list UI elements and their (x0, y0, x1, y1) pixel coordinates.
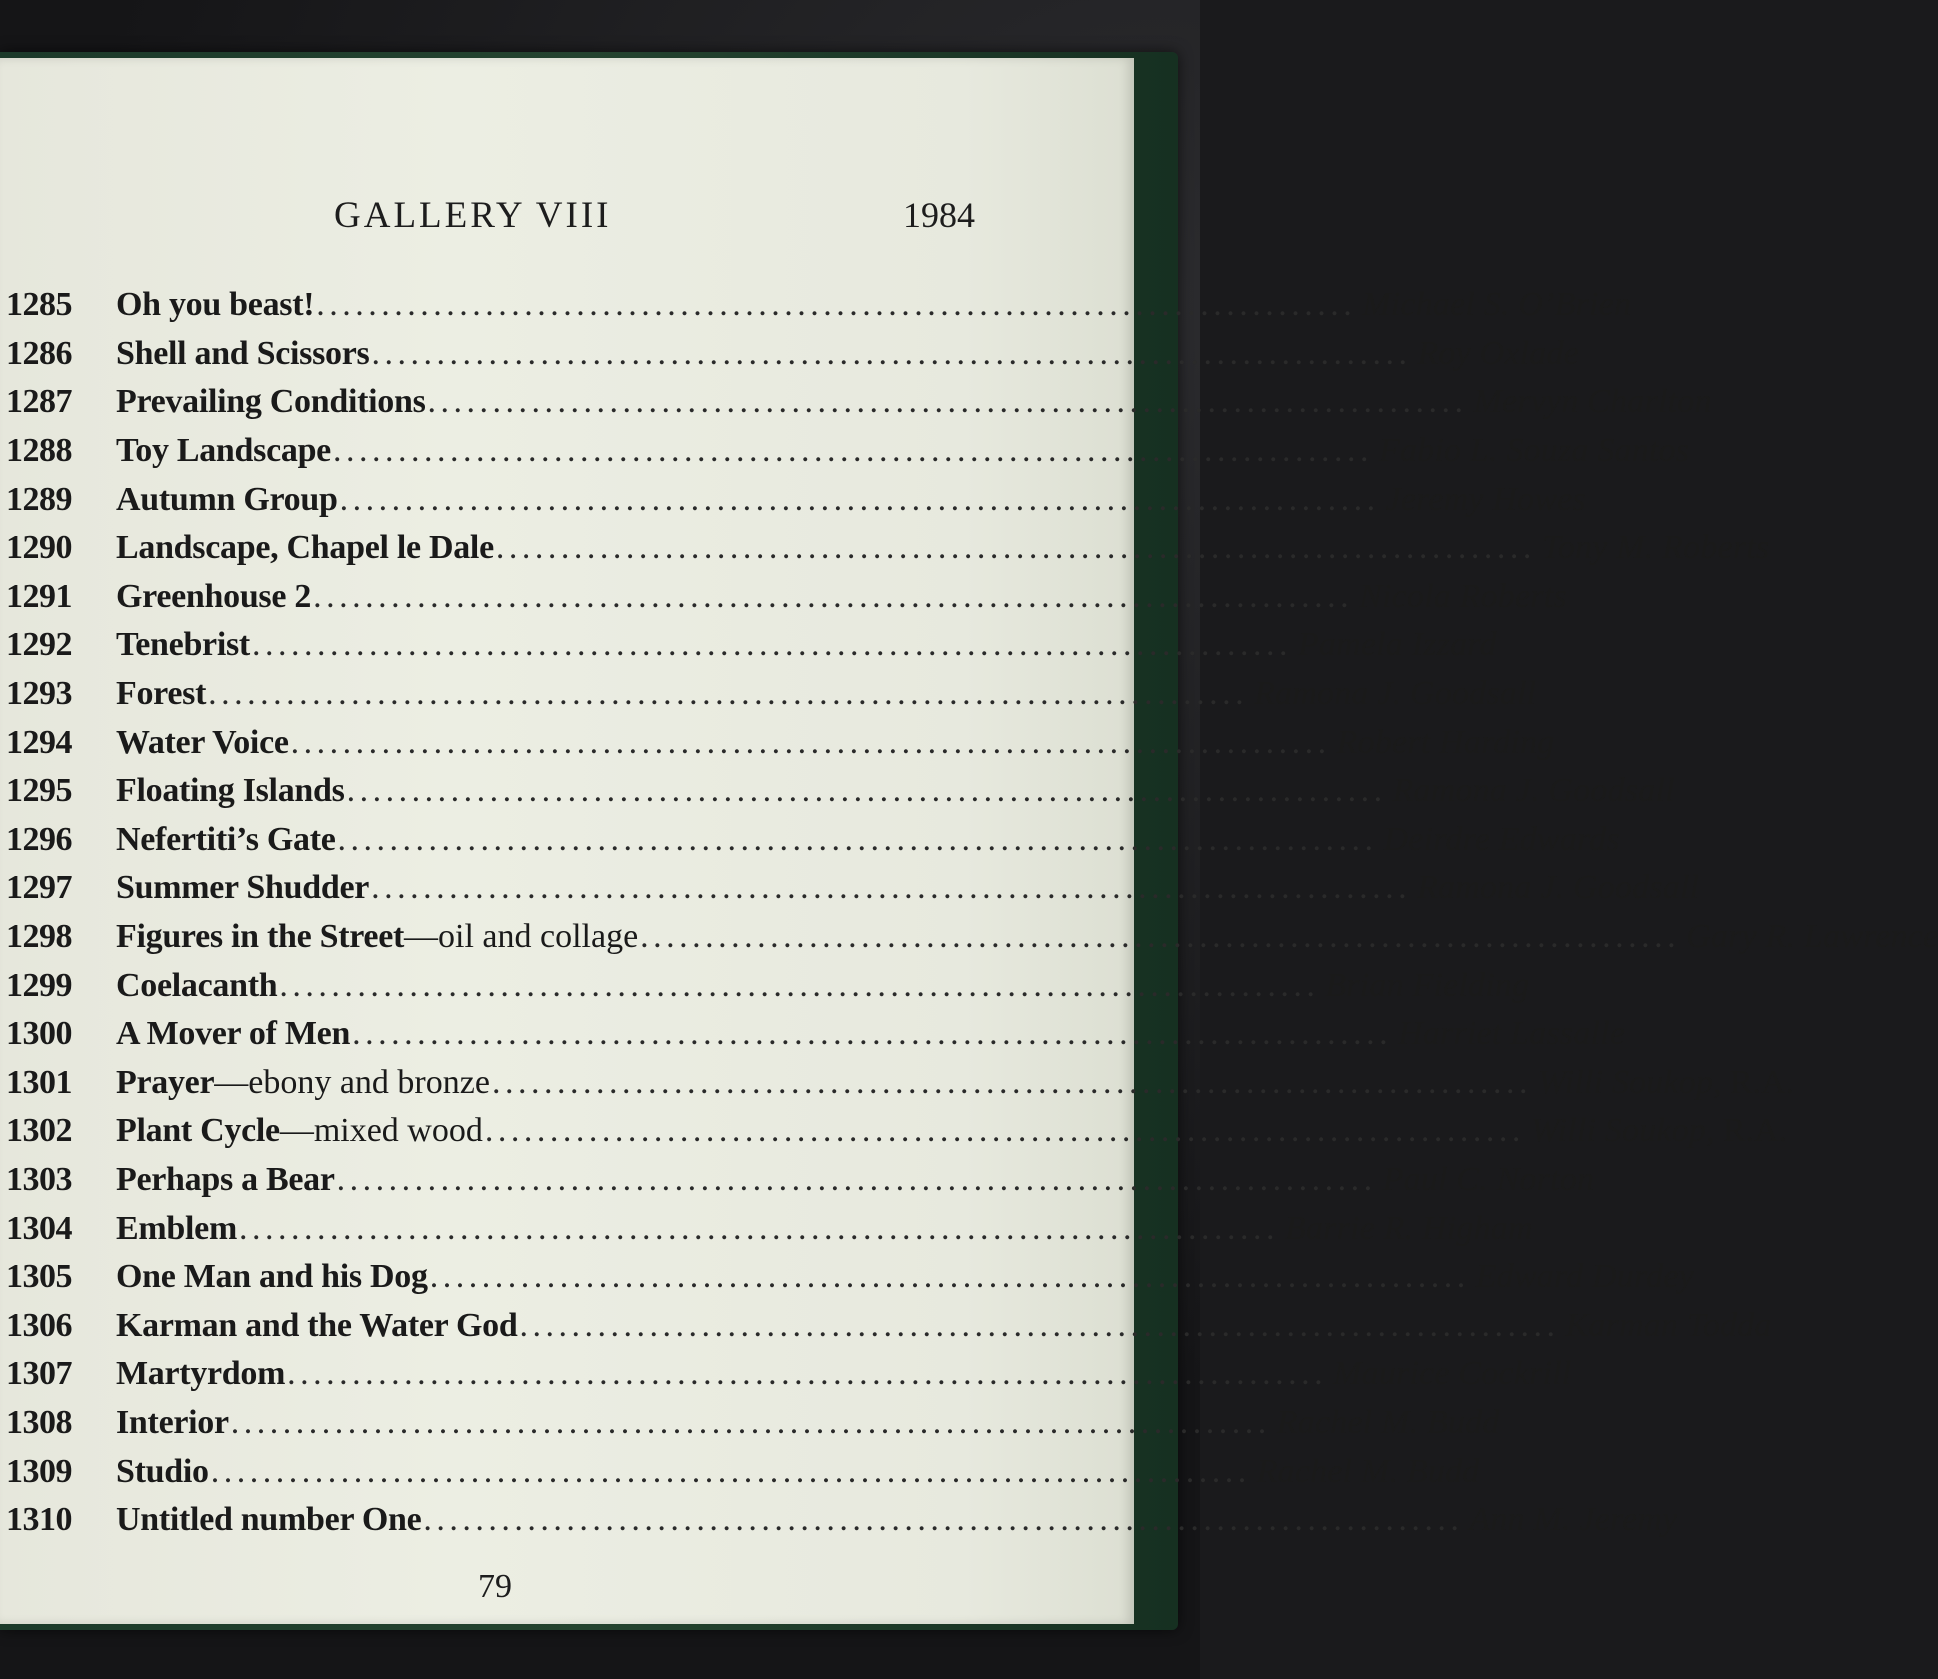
catalogue-entry (0, 1350, 1572, 1399)
dot-leader: ................................................................................ (336, 1160, 1377, 1198)
entry-body (116, 967, 1529, 1005)
dot-leader: ................................................................................ (313, 577, 1354, 615)
artwork-title: Karman and the Water God (116, 1306, 518, 1344)
catalogue-entry (0, 1204, 1533, 1253)
dot-leader: ................................................................................ (427, 383, 1468, 421)
dot-leader: ................................................................................ (339, 480, 1380, 518)
entry-list (0, 281, 1938, 1544)
artist-name: Rachel M. Budd (1276, 1403, 1500, 1441)
dot-leader: ................................................................................ (640, 918, 1681, 956)
artist-name: Fabio L. Souza Santos (1378, 432, 1690, 470)
artwork-title: Oh you beast! (116, 286, 315, 324)
catalogue-entry (0, 378, 1712, 427)
artwork-title: Greenhouse 2 (116, 577, 312, 615)
entry-body (116, 918, 1938, 956)
artist-name: Ramona J. Goodsall (1254, 675, 1537, 713)
entry-number: 1290 (6, 529, 72, 567)
artwork-title: Interior (116, 1403, 229, 1441)
artwork-title: Prevailing Conditions (116, 383, 426, 421)
catalogue-entry (0, 1010, 1626, 1059)
entry-number: 1302 (6, 1112, 72, 1150)
dot-leader: ................................................................................ (337, 820, 1378, 858)
dot-leader: ................................................................................ (429, 1258, 1470, 1296)
entry-number: 1292 (6, 626, 72, 664)
dot-leader: ................................................................................ (208, 675, 1249, 713)
artwork-title: Emblem (116, 1209, 237, 1247)
artist-name: Ramona J. Goodsall (1392, 772, 1675, 810)
entry-number: 1300 (6, 1015, 72, 1053)
entry-number: 1298 (6, 918, 72, 956)
entry-body (116, 675, 1536, 713)
catalogue-entry (0, 864, 1700, 913)
entry-body (116, 383, 1712, 421)
dot-leader: ................................................................................ (279, 966, 1320, 1004)
dot-leader: ................................................................................ (371, 334, 1412, 372)
catalogue-entry (0, 621, 1497, 670)
artwork-title: Forest (116, 675, 207, 713)
artwork-title: Autumn Group (116, 480, 338, 518)
artwork-title: Prayer (116, 1063, 215, 1101)
dot-leader: ................................................................................ (352, 1015, 1393, 1053)
catalogue-entry (0, 816, 1620, 865)
entry-number: 1286 (6, 334, 72, 372)
entry-body (116, 1064, 1794, 1102)
artist-honour: R.A. (1729, 1063, 1795, 1101)
catalogue-entry (0, 1447, 1480, 1496)
entry-number: 1291 (6, 577, 72, 615)
catalogue-entry (0, 1059, 1795, 1108)
entry-body (116, 869, 1699, 907)
dot-leader: ................................................................................ (519, 1306, 1560, 1344)
entry-number: 1287 (6, 383, 72, 421)
artwork-medium: —mixed wood (279, 1112, 483, 1150)
catalogue-entry (0, 913, 1938, 962)
dot-leader: ................................................................................ (210, 1452, 1251, 1490)
catalogue-entry (0, 281, 1632, 330)
artist-name: Willi Soukop, (1537, 1063, 1722, 1101)
entry-body (116, 432, 1689, 470)
artist-name: Paul C. Norton (1382, 1160, 1595, 1198)
artwork-title: Martyrdom (116, 1355, 286, 1393)
entry-body (116, 529, 1769, 567)
artwork-title: Nefertiti’s Gate (116, 820, 336, 858)
artist-name: Mervyn Charlton (1473, 383, 1712, 421)
entry-number: 1308 (6, 1403, 72, 1441)
artist-name: Jeremy Howes (1385, 480, 1586, 518)
entry-body (116, 1112, 1787, 1150)
artwork-title: Plant Cycle (116, 1112, 280, 1150)
dot-leader: ................................................................................ (332, 432, 1373, 470)
catalogue-entry (0, 475, 1586, 524)
entry-body (116, 335, 1579, 373)
catalogue-entry (0, 1253, 1694, 1302)
artist-name: Gary R. Lawrence (1686, 918, 1938, 956)
entry-body (116, 1258, 1694, 1296)
entry-body (116, 286, 1631, 324)
entry-body (116, 626, 1497, 664)
dot-leader: ................................................................................ (230, 1403, 1271, 1441)
entry-body (116, 1501, 1677, 1539)
entry-body (116, 1161, 1594, 1199)
entry-number: 1297 (6, 869, 72, 907)
catalogue-entry (0, 1156, 1595, 1205)
dot-leader: ................................................................................ (251, 626, 1292, 664)
catalogue-entry (0, 718, 1555, 767)
artwork-title: Summer Shudder (116, 869, 370, 907)
dot-leader: ................................................................................ (287, 1355, 1328, 1393)
entry-number: 1301 (6, 1063, 72, 1101)
catalogue-entry (0, 1301, 1772, 1350)
entry-number: 1293 (6, 675, 72, 713)
artwork-title: Floating Islands (116, 772, 345, 810)
gallery-title: GALLERY VIII (334, 195, 612, 236)
entry-body (116, 481, 1586, 519)
artist-name: Ann M. Jeremy (1469, 1501, 1678, 1539)
dot-leader: ................................................................................ (491, 1063, 1532, 1101)
artist-name: Maurice Cockrill (1333, 1355, 1572, 1393)
entry-number: 1303 (6, 1160, 72, 1198)
artwork-title: One Man and his Dog (116, 1258, 428, 1296)
entry-number: 1306 (6, 1306, 72, 1344)
dot-leader: ................................................................................ (484, 1112, 1525, 1150)
artwork-title: Water Voice (116, 723, 289, 761)
artwork-title: Studio (116, 1452, 209, 1490)
artwork-title: Figures in the Street (116, 918, 405, 956)
catalogue-entry (0, 1399, 1500, 1448)
catalogue-entry (0, 767, 1675, 816)
artist-name: Rachel M. Budd (1256, 1452, 1480, 1490)
artwork-title: Untitled number One (116, 1501, 422, 1539)
page-header (0, 194, 1000, 244)
entry-body (116, 1404, 1500, 1442)
entry-number: 1285 (6, 286, 72, 324)
entry-number: 1305 (6, 1258, 72, 1296)
artwork-medium: —oil and collage (404, 918, 639, 956)
entry-body (116, 578, 1567, 616)
artist-name: Harriet Lassalle (1398, 1015, 1626, 1053)
entry-body (116, 1015, 1625, 1053)
entry-number: 1289 (6, 480, 72, 518)
artist-name: Brian Fielding (1325, 966, 1530, 1004)
artist-name: Willi Soukop, (1530, 1112, 1715, 1150)
artist-name: Michael S. O’Brien (1362, 286, 1632, 324)
artist-name: Robert Harding (1336, 723, 1555, 761)
artwork-medium: —ebony and bronze (214, 1063, 490, 1101)
entry-body (116, 1453, 1480, 1491)
catalogue-entry (0, 330, 1579, 379)
dot-leader: ................................................................................ (290, 723, 1331, 761)
entry-number: 1299 (6, 966, 72, 1004)
entry-body (116, 1210, 1533, 1248)
page-number: 79 (478, 1568, 512, 1605)
artist-name: Nicola Roberts (1359, 577, 1567, 615)
entry-number: 1310 (6, 1501, 72, 1539)
entry-number: 1296 (6, 820, 72, 858)
entry-body (116, 1355, 1571, 1393)
artwork-title: A Mover of Men (116, 1015, 351, 1053)
artist-name: Barrie R. Higham (1284, 1209, 1533, 1247)
dot-leader: ................................................................................ (495, 529, 1536, 567)
entry-number: 1288 (6, 432, 72, 470)
entry-number: 1295 (6, 772, 72, 810)
entry-number: 1294 (6, 723, 72, 761)
entry-number: 1307 (6, 1355, 72, 1393)
artwork-title: Shell and Scissors (116, 334, 370, 372)
artist-name: Edward Durdey (1475, 1258, 1694, 1296)
catalogue-entry (0, 1107, 1788, 1156)
artist-name: Deirdre Edwards (1383, 820, 1620, 858)
dot-leader: ................................................................................ (423, 1501, 1464, 1539)
dot-leader: ................................................................................ (346, 772, 1387, 810)
artist-honour: R.A. (1722, 1112, 1788, 1150)
catalogue-entry (0, 427, 1690, 476)
artwork-title: Toy Landscape (116, 432, 331, 470)
artist-name: Pamela Izzard (1297, 626, 1497, 664)
dot-leader: ................................................................................ (238, 1209, 1279, 1247)
artwork-title: Landscape, Chapel le Dale (116, 529, 494, 567)
entry-body (116, 724, 1554, 762)
catalogue-entry (0, 573, 1567, 622)
catalogue-page (0, 58, 1938, 1624)
catalogue-entry (0, 670, 1537, 719)
catalogue-entry (0, 1496, 1678, 1545)
entry-body (116, 772, 1675, 810)
catalogue-entry (0, 961, 1530, 1010)
artist-name: Karman Todda (1565, 1306, 1772, 1344)
catalogue-year: 1984 (903, 195, 975, 235)
artist-name: Ramona J. Goodsall (1417, 869, 1700, 907)
artwork-title: Tenebrist (116, 626, 250, 664)
entry-body (116, 821, 1620, 859)
artwork-title: Coelacanth (116, 966, 278, 1004)
artist-name: Roy Oxlade (1417, 334, 1579, 372)
dot-leader: ................................................................................ (316, 286, 1357, 324)
entry-number: 1309 (6, 1452, 72, 1490)
entry-body (116, 1307, 1772, 1345)
catalogue-entry (0, 524, 1770, 573)
artwork-title: Perhaps a Bear (116, 1160, 335, 1198)
dot-leader: ................................................................................ (371, 869, 1412, 907)
artist-name: Tony M. Roberts (1541, 529, 1770, 567)
entry-number: 1304 (6, 1209, 72, 1247)
